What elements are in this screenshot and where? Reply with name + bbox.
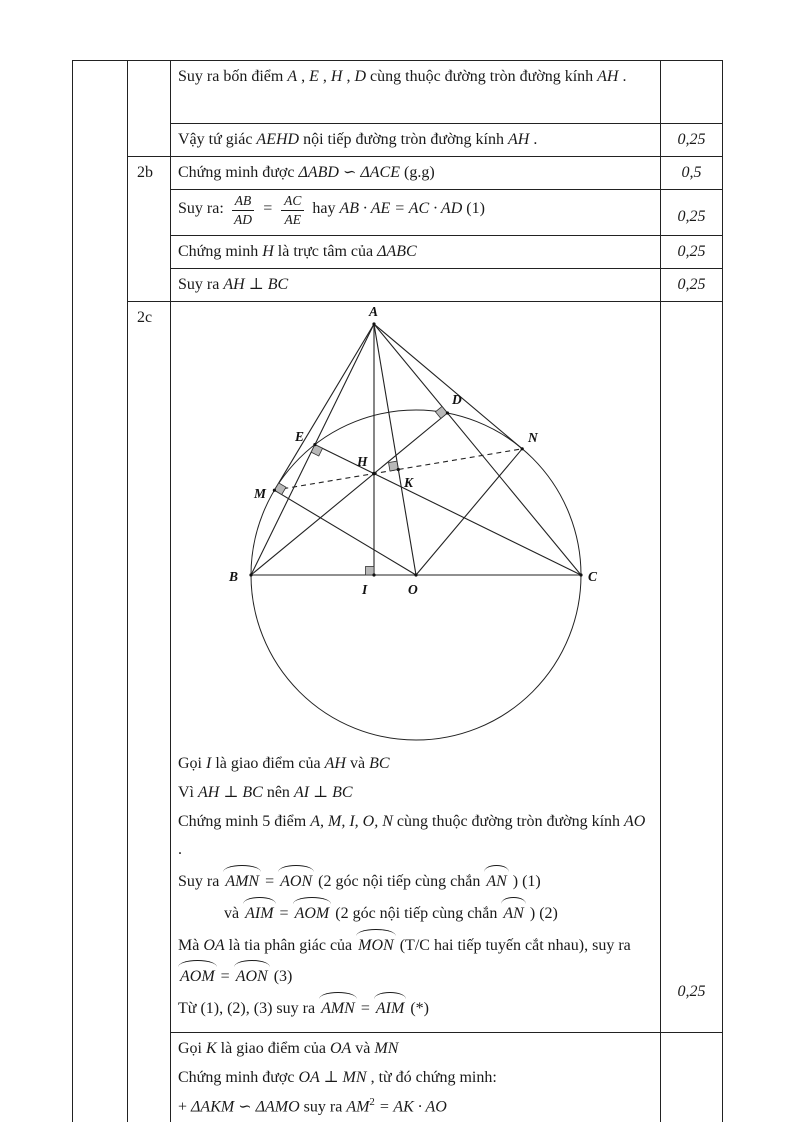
figure-segments <box>251 324 581 575</box>
table-row <box>73 269 723 302</box>
answer-content <box>171 1033 661 1122</box>
table-row <box>73 61 723 124</box>
point-H <box>372 472 376 476</box>
right-angle-marker-I <box>366 567 375 576</box>
answer-line: Suy ra AMN = AON (2 góc nội tiếp cùng chắn AN ) (1) <box>178 865 652 896</box>
answer-content: Suy ra AH ⊥ BC <box>171 269 661 302</box>
answer-content-figure <box>171 302 661 1033</box>
segment-AC <box>374 324 581 575</box>
score-cell: 0,25 <box>661 269 723 302</box>
point-B <box>249 573 252 576</box>
answer-content: Suy ra: $\frac{AB}{AD}$ = $\frac{AC}{AE}$ hay AB · AE = AC · AD (1) <box>171 190 661 236</box>
point-label-M: M <box>254 486 267 501</box>
table-row <box>73 1033 723 1122</box>
table-row <box>73 157 723 190</box>
point-label-I: I <box>362 582 368 597</box>
score-cell: 0,25 <box>661 236 723 269</box>
point-D <box>446 411 449 414</box>
point-E <box>313 443 316 446</box>
segment-AO <box>374 324 416 575</box>
point-labels <box>228 304 598 597</box>
altitude-CE <box>315 445 581 575</box>
point-I <box>372 573 375 576</box>
answer-line: và AIM = AOM (2 góc nội tiếp cùng chắn AN ) (2) <box>178 897 652 928</box>
point-label-B: B <box>229 569 239 584</box>
score-cell: 0,5 <box>661 157 723 190</box>
score-cell <box>661 61 723 124</box>
point-label-A: A <box>369 304 379 319</box>
right-angle-marker-D <box>435 406 447 418</box>
question-part-label-2b: 2b <box>128 157 171 302</box>
answer-line: Gọi I là giao điểm của AH và BC <box>178 755 390 772</box>
point-O <box>414 573 417 576</box>
geometry-figure <box>171 302 659 746</box>
table-row <box>73 124 723 157</box>
answer-table <box>72 60 723 1122</box>
table-row <box>73 302 723 1033</box>
answer-content: Chứng minh H là trực tâm của ΔABC <box>171 236 661 269</box>
answer-line: + ΔAKM ∽ ΔAMO suy ra $AM^2$ = AK · AO <box>178 1096 447 1116</box>
point-A <box>372 322 375 325</box>
score-cell: 0,25 <box>661 302 723 1033</box>
answer-paragraphs <box>171 746 660 1032</box>
point-label-D: D <box>452 392 462 407</box>
point-N <box>521 447 524 450</box>
point-label-K: K <box>404 475 414 490</box>
score-cell: 0,25 <box>661 124 723 157</box>
right-angle-marker-M <box>274 483 286 495</box>
radius-OM <box>274 490 416 575</box>
table-row <box>73 190 723 236</box>
part-label-cell-empty <box>128 61 171 157</box>
radius-ON <box>416 449 522 575</box>
answer-line: Chứng minh được OA ⊥ MN , từ đó chứng minh: <box>178 1069 497 1086</box>
answer-line: Mà OA là tia phân giác của MON (T/C hai tiếp tuyến cắt nhau), suy ra AOM = AON (3) <box>178 929 652 991</box>
answer-content: Vậy tứ giác AEHD nội tiếp đường tròn đường kính AH . <box>171 124 661 157</box>
point-C <box>579 573 582 576</box>
question-part-label-2c: 2c <box>128 302 171 1122</box>
table-row <box>73 236 723 269</box>
point-label-H: H <box>357 454 368 469</box>
point-label-C: C <box>588 569 598 584</box>
answer-line: Vì AH ⊥ BC nên AI ⊥ BC <box>178 784 353 801</box>
point-label-O: O <box>408 582 418 597</box>
answer-line: Chứng minh 5 điểm A, M, I, O, N cùng thuộc đường tròn đường kính AO . <box>178 813 646 858</box>
answer-content: Chứng minh được ΔABD ∽ ΔACE (g.g) <box>171 157 661 190</box>
point-K <box>397 468 400 471</box>
answer-line: Gọi K là giao điểm của OA và MN <box>178 1040 399 1057</box>
score-cell <box>661 1033 723 1122</box>
tangent-AN <box>374 324 522 449</box>
point-label-E: E <box>295 429 305 444</box>
point-M <box>273 489 276 492</box>
point-label-N: N <box>528 430 538 445</box>
question-number-column <box>73 61 128 1122</box>
score-cell: 0,25 <box>661 190 723 236</box>
answer-content: Suy ra bốn điểm A , E , H , D cùng thuộc đường tròn đường kính AH . <box>171 61 661 124</box>
answer-line: Từ (1), (2), (3) suy ra AMN = AIM (*) <box>178 992 652 1023</box>
